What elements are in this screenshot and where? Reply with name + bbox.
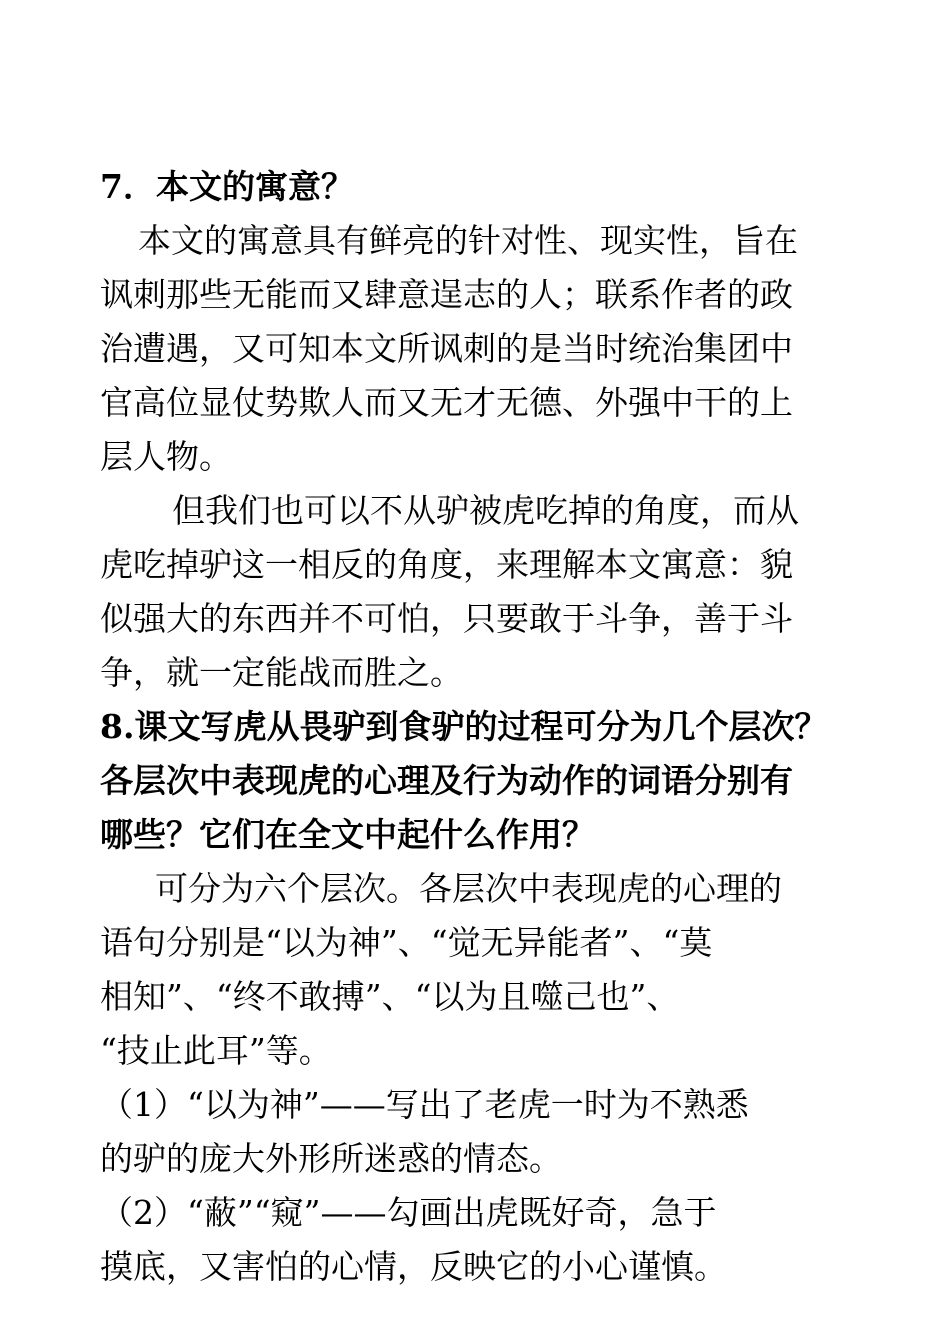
answer-8-item-1 [100, 1078, 856, 1186]
answer-7-paragraph-2 [100, 484, 856, 700]
text-line: （1）“以为神”——写出了老虎一时为不熟悉 [100, 1085, 749, 1124]
text-line: 但我们也可以不从驴被虎吃掉的角度，而从 [172, 491, 799, 530]
text-line: 的驴的庞大外形所迷惑的情态。 [100, 1139, 562, 1178]
text-line: 讽刺那些无能而又肆意逞志的人；联系作者的政 [100, 275, 793, 314]
heading-line: 哪些？它们在全文中起什么作用？ [100, 815, 595, 854]
text-line: 本文的寓意具有鲜亮的针对性、现实性，旨在 [138, 221, 798, 260]
question-7-heading: 7．本文的寓意？ [100, 167, 354, 206]
answer-8-item-2 [100, 1186, 856, 1294]
text-line: （2）“蔽”“窥”——勾画出虎既好奇，急于 [100, 1193, 717, 1232]
text-line: 似强大的东西并不可怕，只要敢于斗争，善于斗 [100, 599, 793, 638]
question-8-heading [100, 700, 856, 862]
text-line: 语句分别是“以为神”、“觉无异能者”、“莫 [100, 923, 713, 962]
text-line: “技止此耳”等。 [100, 1031, 332, 1070]
document-page [100, 160, 856, 1294]
text-line: 治遭遇，又可知本文所讽刺的是当时统治集团中 [100, 329, 793, 368]
heading-line: 各层次中表现虎的心理及行为动作的词语分别有 [100, 761, 793, 800]
answer-8-paragraph-1 [100, 862, 856, 1078]
text-line: 相知”、“终不敢搏”、“以为且噬己也”、 [100, 977, 680, 1016]
text-line: 摸底，又害怕的心情，反映它的小心谨慎。 [100, 1247, 727, 1286]
text-line: 官高位显仗势欺人而又无才无德、外强中干的上 [100, 383, 793, 422]
answer-7-paragraph-1 [100, 214, 856, 484]
heading-line: 8.课文写虎从畏驴到食驴的过程可分为几个层次？ [100, 707, 828, 746]
text-line: 虎吃掉驴这一相反的角度，来理解本文寓意：貌 [100, 545, 793, 584]
text-line: 层人物。 [100, 437, 232, 476]
text-line: 可分为六个层次。各层次中表现虎的心理的 [155, 869, 782, 908]
text-line: 争，就一定能战而胜之。 [100, 653, 463, 692]
